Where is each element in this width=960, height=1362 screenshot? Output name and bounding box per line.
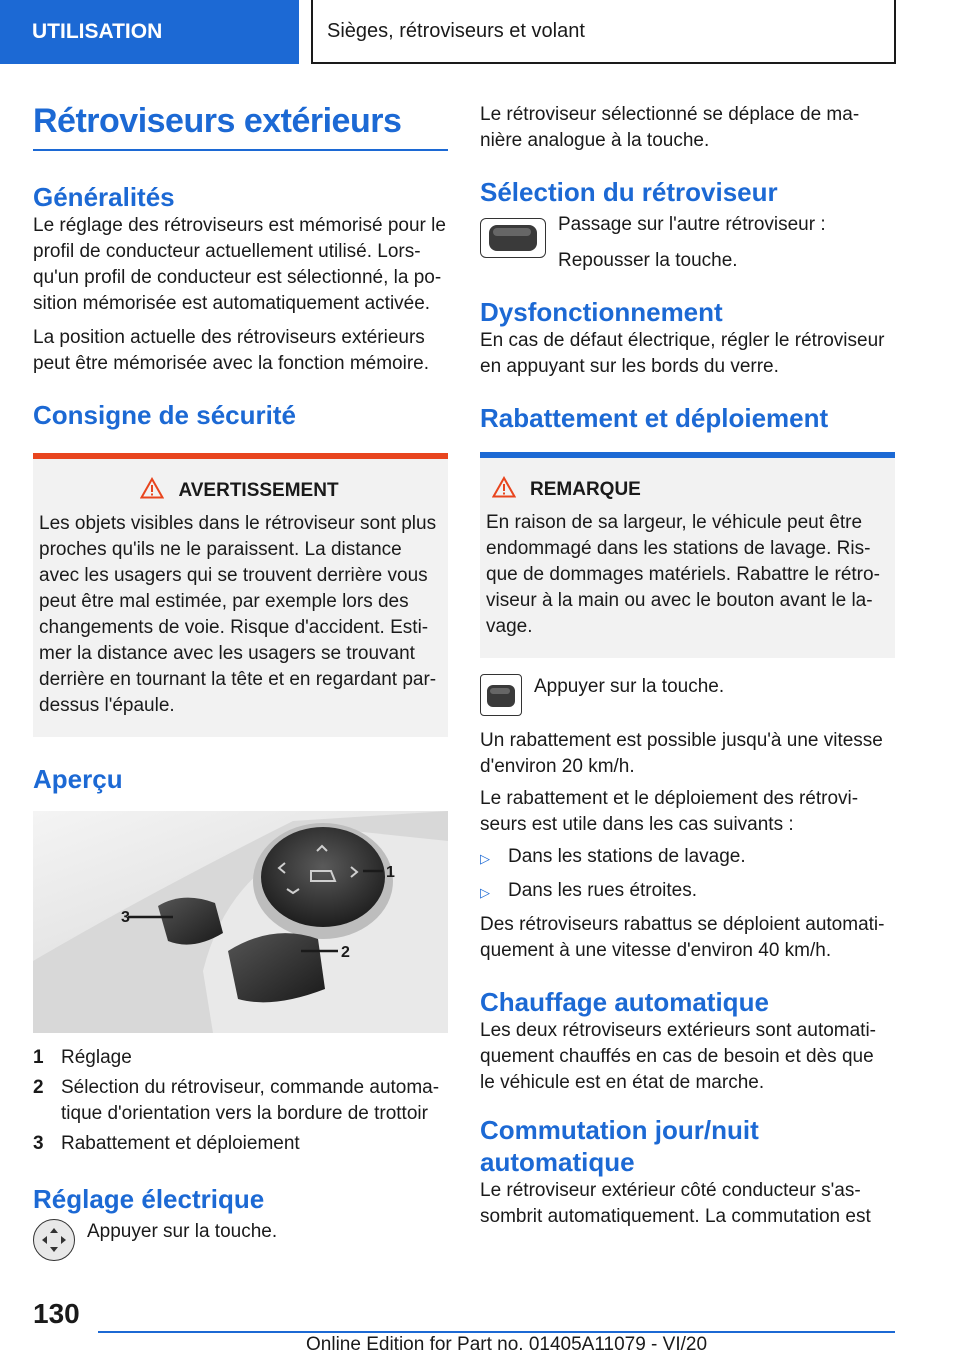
section-tab: UTILISATION [0, 0, 299, 64]
page-title: Rétroviseurs extérieurs [33, 102, 448, 151]
note-title: REMARQUE [530, 479, 641, 500]
paragraph-chauffage: Les deux rétroviseurs extérieurs sont automati- quement chauffés en cas de besoin et dès que le véhicule est en état de marche. [480, 1020, 877, 1093]
selection-line-2: Repousser la touche. [558, 250, 738, 271]
fold-text: Appuyer sur la touche. [534, 676, 725, 697]
list-item: ▷ Dans les rues étroites. [480, 878, 895, 906]
heading-dysfonctionnement: Dysfonctionnement [480, 297, 723, 327]
legend-item: 3 Rabattement et déploiement [33, 1133, 300, 1154]
paragraph-rabattement-3: Des rétroviseurs rabattus se déploient automati- quement à une vitesse d'environ 40 km/h. [480, 914, 885, 961]
heading-chauffage: Chauffage automatique [480, 987, 769, 1017]
legend-item: 2 Sélection du rétroviseur, commande automa- tique d'orientation vers la bordure de trottoir [33, 1077, 440, 1124]
fold-instruction [480, 674, 895, 716]
left-column [33, 92, 448, 1261]
selection-line-1: Passage sur l'autre rétroviseur : [558, 214, 826, 235]
warning-triangle-icon [492, 476, 516, 504]
footer-divider [98, 1331, 895, 1333]
mirror-controls-illustration [33, 811, 448, 1033]
triangle-bullet-icon: ▷ [480, 885, 490, 900]
heading-generalites: Généralités [33, 182, 175, 212]
heading-commutation: Commutation jour/nuit automatique [480, 1115, 759, 1177]
chapter-title: Sièges, rétroviseurs et volant [311, 0, 896, 64]
heading-apercu: Aperçu [33, 764, 123, 794]
paragraph-rabattement-2: Le rabattement et le déploiement des rétrovi- seurs est utile dans les cas suivants : [480, 788, 859, 835]
page-number: 130 [33, 1298, 80, 1329]
warning-title: AVERTISSEMENT [178, 480, 339, 501]
mirror-select-button-icon [480, 218, 546, 258]
callout-3: 3 [121, 909, 130, 926]
heading-selection: Sélection du rétroviseur [480, 177, 778, 207]
note-header [486, 476, 889, 504]
paragraph-generalites-1: Le réglage des rétroviseurs est mémorisé pour le profil de conducteur actuellement utilisé. Lors- qu'un profil de conducteur est sélectionné, la po- sition mémorisée est automatiquement activée. [33, 215, 446, 314]
four-way-dial-icon [33, 1219, 75, 1261]
warning-header [39, 477, 440, 505]
triangle-bullet-icon: ▷ [480, 851, 490, 866]
footer-edition: Online Edition for Part no. 01405A11079 - VI/20 [306, 1334, 708, 1355]
callout-2: 2 [341, 944, 350, 961]
warning-text: Les objets visibles dans le rétroviseur sont plus proches qu'ils ne le paraissent. La distance avec les usagers qui se trouvent derrière vous peut être mal estimée, par exemple lors des changements de voie. Risque d'accident. Esti- mer la distance avec les usagers se trouvant derrière en tournant la tête et en regardant par- dessus l'épaule. [39, 513, 437, 716]
reglage-instruction [33, 1219, 448, 1261]
warning-box [33, 453, 448, 737]
reglage-text: Appuyer sur la touche. [87, 1221, 278, 1242]
paragraph-dysfonctionnement: En cas de défaut électrique, régler le rétroviseur en appuyant sur les bords du verre. [480, 330, 885, 377]
legend-list [33, 1045, 448, 1157]
paragraph-rabattement-1: Un rabattement est possible jusqu'à une vitesse d'environ 20 km/h. [480, 730, 883, 777]
paragraph-intro: Le rétroviseur sélectionné se déplace de ma- nière analogue à la touche. [480, 104, 860, 151]
paragraph-generalites-2: La position actuelle des rétroviseurs extérieurs peut être mémorisée avec la fonction mémoire. [33, 327, 430, 374]
paragraph-commutation: Le rétroviseur extérieur côté conducteur s'as- sombrit automatiquement. La commutation est [480, 1180, 871, 1227]
heading-securite: Consigne de sécurité [33, 400, 296, 430]
fold-button-icon [480, 674, 522, 716]
legend-item: 1 Réglage [33, 1047, 132, 1068]
right-column [480, 102, 895, 1230]
note-text: En raison de sa largeur, le véhicule peut être endommagé dans les stations de lavage. Ris- que de dommages matériels. Rabattre le rétro- viseur à la main ou avec le bouton avant le la- vage. [486, 512, 880, 637]
warning-triangle-icon [140, 477, 164, 505]
callout-1: 1 [386, 864, 395, 881]
note-box [480, 452, 895, 658]
mirror-controls-photo [33, 811, 448, 1033]
selection-instruction [480, 212, 895, 274]
list-item: ▷ Dans les stations de lavage. [480, 844, 895, 872]
heading-reglage: Réglage électrique [33, 1184, 265, 1214]
heading-rabattement: Rabattement et déploiement [480, 403, 829, 433]
